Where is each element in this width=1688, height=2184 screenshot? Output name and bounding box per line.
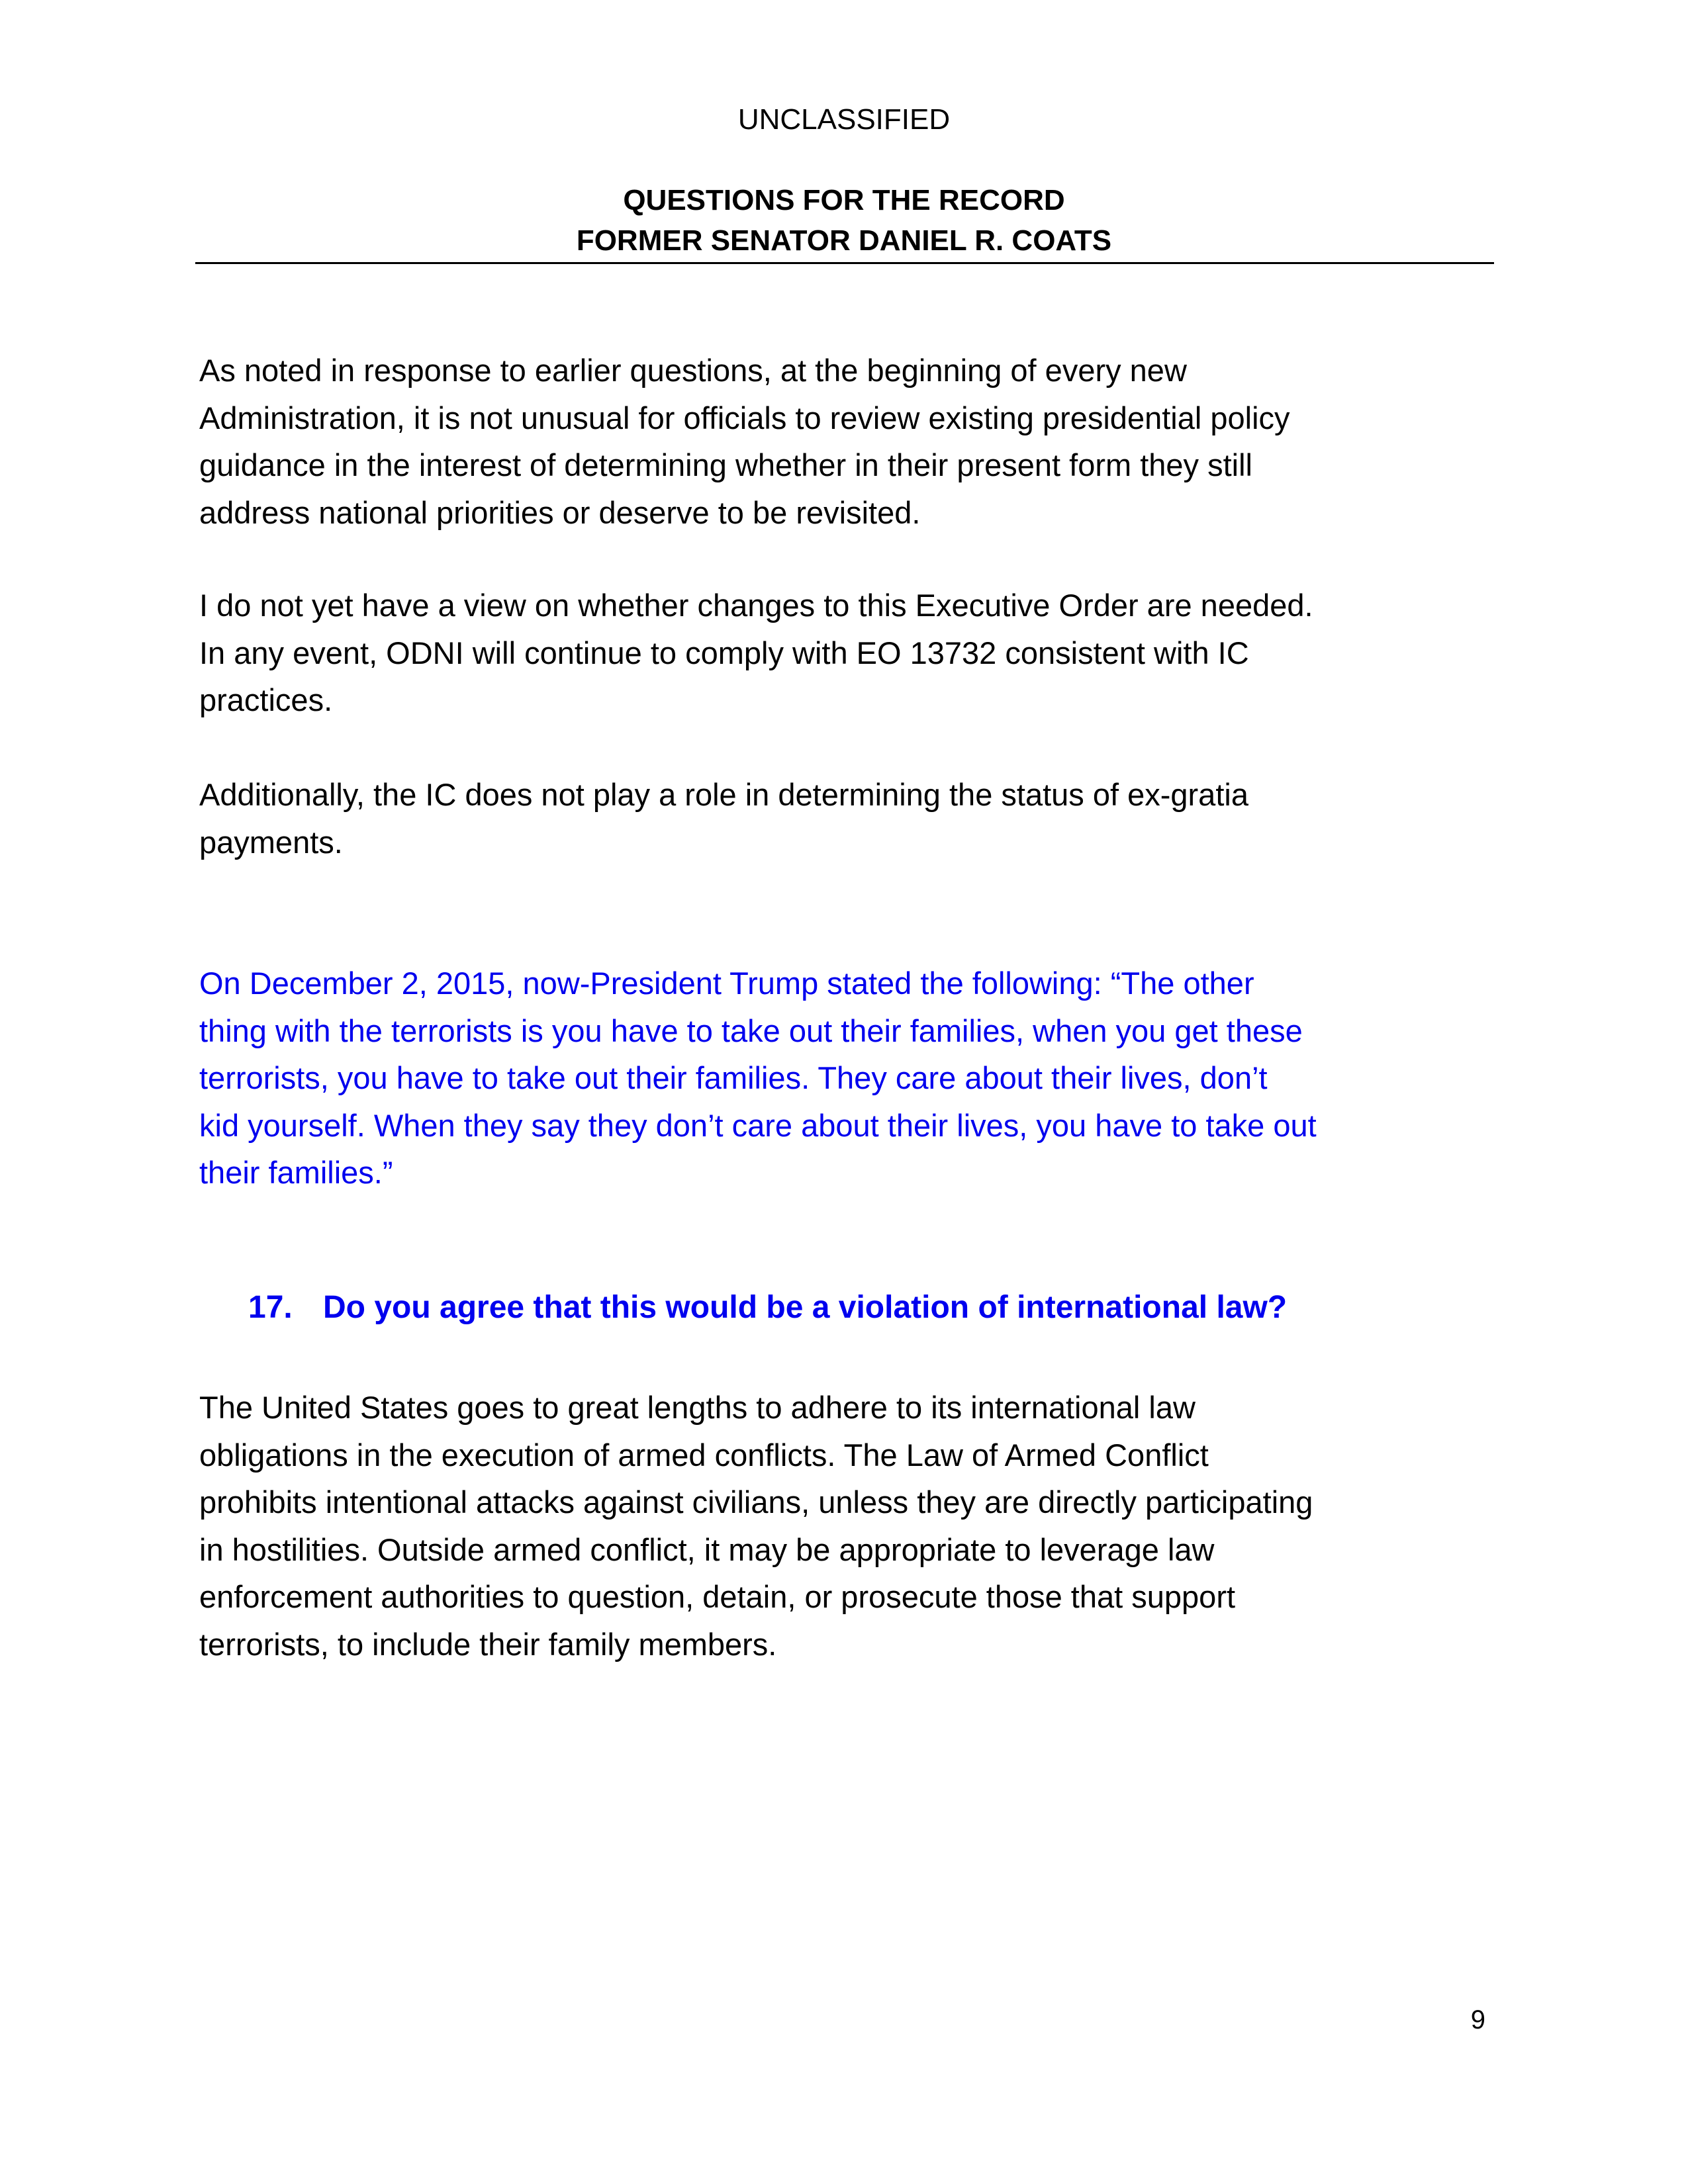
text-line: address national priorities or deserve to be revisited. [199, 494, 921, 530]
text-line: practices. [199, 682, 333, 717]
page-number: 9 [1470, 2005, 1485, 2034]
text-line: thing with the terrorists is you have to take out their families, when you get these [199, 1013, 1303, 1048]
text-line: guidance in the interest of determining whether in their present form they still [199, 447, 1253, 482]
question-number: 17. [248, 1290, 293, 1325]
text-line: obligations in the execution of armed conflicts. The Law of Armed Conflict [199, 1437, 1209, 1473]
text-line: in hostilities. Outside armed conflict, it may be appropriate to leverage law [199, 1531, 1215, 1567]
text-line: I do not yet have a view on whether changes to this Executive Order are needed. [199, 588, 1313, 623]
text-line: On December 2, 2015, now-President Trump stated the following: “The other [199, 966, 1254, 1001]
text-line: kid yourself. When they say they don’t care about their lives, you have to take out [199, 1107, 1317, 1143]
text-line: enforcement authorities to question, detain, or prosecute those that support [199, 1579, 1236, 1614]
text-line: payments. [199, 824, 343, 860]
answer-paragraph [199, 1384, 1313, 1668]
text-line: In any event, ODNI will continue to comply with EO 13732 consistent with IC [199, 635, 1249, 670]
header-title: QUESTIONS FOR THE RECORD [623, 184, 1065, 216]
response-paragraph-3 [199, 771, 1248, 866]
response-paragraph-1 [199, 347, 1290, 536]
text-line: Administration, it is not unusual for officials to review existing presidential policy [199, 400, 1290, 435]
text-line: terrorists, you have to take out their families. They care about their lives, don’t [199, 1060, 1268, 1095]
text-line: Additionally, the IC does not play a role in determining the status of ex-gratia [199, 777, 1248, 812]
question-text: Do you agree that this would be a violation of international law? [323, 1290, 1288, 1325]
header-subtitle: FORMER SENATOR DANIEL R. COATS [576, 224, 1112, 257]
text-line: As noted in response to earlier questions, at the beginning of every new [199, 353, 1187, 388]
header-divider [195, 262, 1494, 264]
text-line: The United States goes to great lengths to adhere to its international law [199, 1390, 1196, 1425]
text-line: prohibits intentional attacks against civilians, unless they are directly participating [199, 1484, 1313, 1520]
quote-paragraph [199, 960, 1317, 1197]
text-line: terrorists, to include their family members. [199, 1626, 777, 1662]
classification-marking: UNCLASSIFIED [737, 103, 951, 136]
response-paragraph-2 [199, 582, 1313, 724]
text-line: their families.” [199, 1155, 393, 1190]
